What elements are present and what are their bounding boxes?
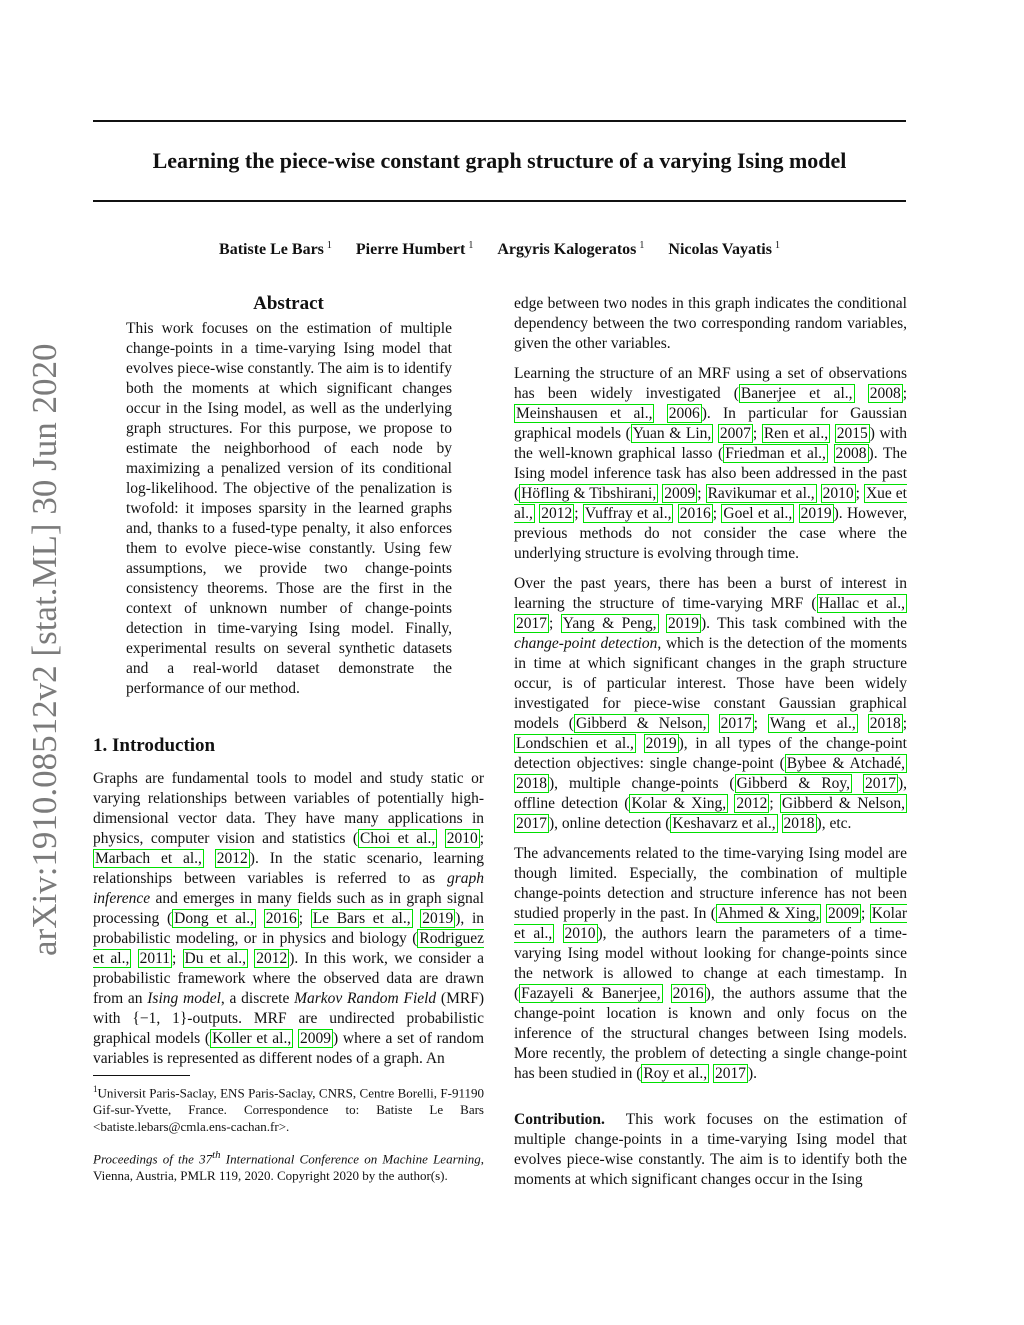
citation-link[interactable]: Hallac et al.,	[818, 595, 905, 612]
citation-link[interactable]: Le Bars et al.,	[312, 910, 411, 927]
arxiv-identifier[interactable]: arXiv:1910.08512v2 [stat.ML] 30 Jun 2020	[25, 343, 64, 956]
citation-link[interactable]: Kolar et al.,	[514, 905, 908, 942]
proceedings-note: Proceedings of the 37th International Conference on Machine Learning, Vienna, Austria, PMLR 119, 2020. Copyright 2020 by the author(s).	[93, 1149, 484, 1184]
citation-link[interactable]: 2019	[667, 615, 699, 632]
citation-link[interactable]: Gibberd & Nelson,	[575, 715, 707, 732]
contribution-paragraph: Contribution. This work focuses on the estimation of multiple change-points in a time-varying Ising model that evolves piece-wise constantly. The aim is to identify both the moments at which significant changes occur in the Ising	[514, 1111, 911, 1188]
citation-link[interactable]: 2012	[256, 950, 288, 967]
citation-link[interactable]: Rodriguez et al.,	[93, 930, 484, 967]
citation-link[interactable]: 2019	[422, 910, 454, 927]
affiliation-mark: 1	[468, 240, 474, 251]
citation-link[interactable]: Marbach et al.,	[95, 850, 202, 867]
citation-link[interactable]: Yang & Peng,	[562, 615, 657, 632]
citation-link[interactable]: Choi et al.,	[360, 830, 436, 847]
author-name: Nicolas Vayatis	[668, 241, 772, 259]
citation-link[interactable]: Goel et al.,	[723, 505, 793, 522]
citation-link[interactable]: 2009	[827, 905, 859, 922]
citation-link[interactable]: 2008	[835, 445, 867, 462]
paragraph: edge between two nodes in this graph indicates the conditional dependency between the two corresponding random variables, given the other variables.	[514, 295, 907, 352]
citation-link[interactable]: Gibberd & Roy,	[736, 775, 851, 792]
author	[219, 241, 332, 258]
paragraph: Learning the structure of an MRF using a set of observations has been widely investigated ( Banerjee et al., 2008 ; Meinshausen et al., 2006 ). In particular for Gaussian graphical models ( Yuan & Lin, 2007 ; Ren et al., 2015 ) with the well-known graphical lasso ( Friedman et al., 2008 ). The Ising model inference task has also been addressed in the past ( Höfling & Tibshirani, 2009 ; Ravikumar et al., 2010 ; Xue et al., 2012 ; Vuffray et al., 2016 ; Goel et al., 2019 ). However, previous methods do not consider the case where the underlying structure is evolving through time.	[514, 365, 908, 562]
author-name: Pierre Humbert	[355, 241, 466, 259]
right-column	[514, 294, 911, 1200]
citation-link[interactable]: Gibberd & Nelson,	[781, 795, 905, 812]
paper-title: Learning the piece-wise constant graph structure of a varying Ising model	[152, 148, 847, 173]
author	[497, 241, 644, 258]
citation-link[interactable]: Banerjee et al.,	[740, 385, 853, 402]
paragraph: Over the past years, there has been a burst of interest in learning the structure of time-varying MRF ( Hallac et al., 2017 ; Yang & Peng, 2019 ). This task combined with the change-point detection, which is the detection of the moments in time at which significant changes in the graph structure occur, is of particular interest. Those have been widely investigated for piece-wise constant Gaussian graphical models ( Gibberd & Nelson, 2017 ; Wang et al., 2018 ; Londschien et al., 2019 ), in all types of the change-point detection objectives: single change-point ( Bybee & Atchadé, 2018 ), multiple change-points ( Gibberd & Roy, 2017 ), offline detection ( Kolar & Xing, 2012 ; Gibberd & Nelson, 2017 ), online detection ( Keshavarz et al., 2018 ), etc.	[514, 575, 908, 832]
title-top-rule	[93, 120, 906, 122]
citation-link[interactable]: 2018	[783, 815, 815, 832]
citation-link[interactable]: Vuffray et al.,	[584, 505, 672, 522]
citation-link[interactable]: Ren et al.,	[763, 425, 829, 442]
citation-link[interactable]: Ravikumar et al.,	[707, 485, 815, 502]
citation-link[interactable]: 2015	[836, 425, 868, 442]
citation-link[interactable]: Keshavarz et al.,	[672, 815, 776, 832]
citation-link[interactable]: Koller et al.,	[212, 1030, 292, 1047]
citation-link[interactable]: 2010	[822, 485, 854, 502]
author	[668, 241, 780, 258]
citation-link[interactable]: Dong et al.,	[174, 910, 255, 927]
citation-link[interactable]: 2011	[139, 950, 170, 967]
citation-link[interactable]: 2019	[800, 505, 832, 522]
citation-link[interactable]: Roy et al.,	[643, 1065, 708, 1082]
citation-link[interactable]: 2012	[216, 850, 248, 867]
introduction-paragraph: Graphs are fundamental tools to model and study static or varying relationships between variables of potentially high-dimensional vector data. They have many applications in physics, computer vision and statistics ( Choi et al., 2010 ; Marbach et al., 2012 ). In the static scenario, learning relationships between variables is referred to as graph inference and emerges in many fields such as in graph signal processing ( Dong et al., 2016 ; Le Bars et al., 2019 ), in probabilistic modeling, or in physics and biology ( Rodriguez et al., 2011 ; Du et al., 2012 ). In this work, we consider a probabilistic framework where the observed data are drawn from an Ising model, a discrete Markov Random Field (MRF) with {−1, 1}-outputs. MRF are undirected probabilistic graphical models ( Koller et al., 2009 ) where a set of random variables is represented as different nodes of a graph. An	[93, 770, 485, 1067]
author	[356, 241, 473, 258]
affiliation-footnote: $^1$Universit Paris-Saclay, ENS Paris-Saclay, CNRS, Centre Borelli, F-91190 Gif-sur-Yvette, France. Correspondence to: Batiste Le Bars <batiste.lebars@cmla.ens-cachan.fr>.	[93, 1084, 484, 1135]
citation-link[interactable]: 2017	[864, 775, 896, 792]
citation-link[interactable]: 2006	[668, 405, 700, 422]
citation-link[interactable]: 2016	[679, 505, 711, 522]
citation-link[interactable]: 2008	[869, 385, 901, 402]
affiliation-mark: 1	[326, 240, 332, 251]
citation-link[interactable]: 2018	[869, 715, 901, 732]
footnote-rule	[93, 1075, 190, 1076]
abstract-heading: Abstract	[253, 293, 324, 314]
citation-link[interactable]: Londschien et al.,	[516, 735, 634, 752]
section-heading-introduction: 1. Introduction	[93, 735, 216, 756]
affiliation-mark: 1	[639, 240, 645, 251]
citation-link[interactable]: 2017	[516, 615, 547, 632]
citation-link[interactable]: 2016	[672, 985, 704, 1002]
citation-link[interactable]: Fazayeli & Banerjee,	[521, 985, 661, 1002]
citation-link[interactable]: Ahmed & Xing,	[717, 905, 820, 922]
citation-link[interactable]: 2012	[736, 795, 768, 812]
citation-link[interactable]: Höfling & Tibshirani,	[521, 485, 657, 502]
citation-link[interactable]: 2018	[516, 775, 547, 792]
paragraph: The advancements related to the time-varying Ising model are though limited. Especially, the combination of multiple change-points detection and structure inference has not been studied properly in the past. In ( Ahmed & Xing, 2009 ; Kolar et al., 2010 ), the authors learn the parameters of a time-varying Ising model without looking for change-points since the network is allowed to change at each timestamp. In ( Fazayeli & Banerjee, 2016 ), the authors assume that the change-point location is known and only focus on the inference of the structural changes between Ising models. More recently, the problem of detecting a single change-point has been studied in ( Roy et al., 2017 ).	[514, 845, 908, 1082]
citation-link[interactable]: Kolar & Xing,	[631, 795, 727, 812]
citation-link[interactable]: 2009	[299, 1030, 331, 1047]
author-list	[93, 234, 906, 262]
citation-link[interactable]: 2009	[664, 485, 696, 502]
contribution-label: Contribution.	[514, 1111, 605, 1128]
author-name: Argyris Kalogeratos	[497, 241, 637, 259]
author-name: Batiste Le Bars	[219, 241, 324, 259]
citation-link[interactable]: Bybee & Atchadé,	[786, 755, 905, 772]
citation-link[interactable]: Du et al.,	[184, 950, 246, 967]
citation-link[interactable]: Meinshausen et al.,	[516, 405, 653, 422]
affiliation-mark: 1	[774, 240, 780, 251]
citation-link[interactable]: 2017	[715, 1065, 747, 1082]
citation-link[interactable]: Yuan & Lin,	[632, 425, 712, 442]
citation-link[interactable]: 2016	[265, 910, 297, 927]
citation-link[interactable]: 2012	[541, 505, 573, 522]
citation-link[interactable]: Friedman et al.,	[725, 445, 826, 462]
citation-link[interactable]: 2010	[446, 830, 478, 847]
citation-link[interactable]: 2017	[720, 715, 752, 732]
citation-link[interactable]: 2019	[645, 735, 677, 752]
abstract-text: This work focuses on the estimation of multiple change-points in a time-varying Ising model that evolves piece-wise constantly. The aim is to identify both the moments at which significant changes occur in the Ising model, as well as the underlying graph structures. For this purpose, we propose to estimate the neighborhood of each node by maximizing a penalized version of its conditional log-likelihood. The objective of the penalization is twofold: it imposes sparsity in the learned graphs and, thanks to a fused-type penalty, it also enforces them to evolve piece-wise constantly. Using few assumptions, we provide two change-points consistency theorems. Those are the first in the context of unknown number of change-points detection in time-varying Ising model. Finally, experimental results on several synthetic datasets and a real-world dataset demonstrate the performance of our method.	[126, 320, 452, 697]
citation-link[interactable]: 2010	[564, 925, 596, 942]
citation-link[interactable]: 2007	[719, 425, 751, 442]
citation-link[interactable]: Wang et al.,	[769, 715, 856, 732]
citation-link[interactable]: Xue et al.,	[514, 485, 907, 522]
citation-link[interactable]: 2017	[516, 815, 547, 832]
title-bottom-rule	[93, 200, 906, 202]
